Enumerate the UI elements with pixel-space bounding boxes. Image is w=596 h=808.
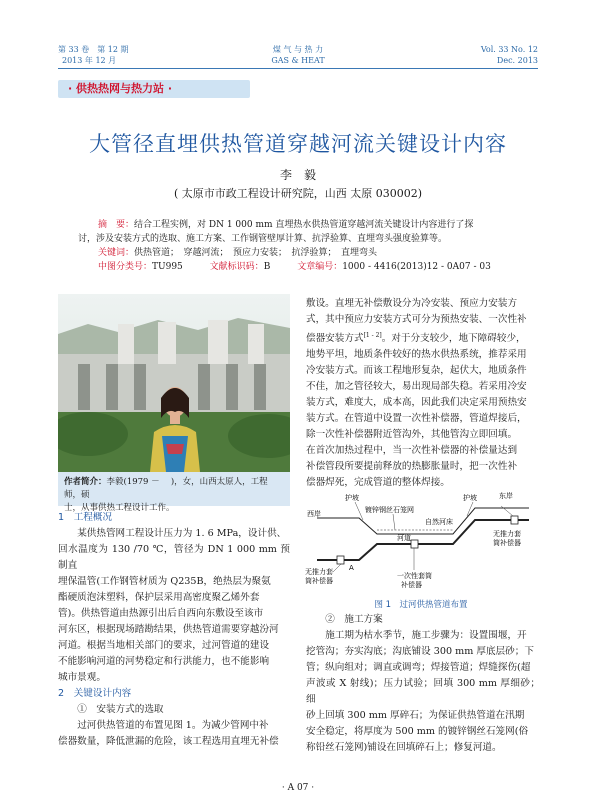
text-line: 地势平坦，地质条件较好的热水供热系统，推荐采用 xyxy=(306,349,527,361)
author-bio xyxy=(58,472,290,513)
subheading-install-method: ① 安装方式的选取 xyxy=(77,704,164,715)
text-line: 某供热管网工程设计压力为 1. 6 MPa，设计供、 xyxy=(77,528,287,539)
text-line: 城市景观。 xyxy=(58,672,106,683)
article-no-label: 文章编号： xyxy=(297,262,343,272)
text-line: 偿器安装方式[1 - 2]。对于分支较少，地下障碍较少， xyxy=(306,332,526,345)
author-photo xyxy=(58,294,290,472)
journal-issue-en: Vol. 33 No. 12 Dec. 2013 xyxy=(480,45,538,65)
label-river: 河道 xyxy=(397,534,411,542)
article-title: 大管径直埋供热管道穿越河流关键设计内容 xyxy=(89,132,507,156)
label-point-a: A xyxy=(349,564,354,572)
text-line: 管)。供热管道由热源引出后自西向东敷设至该市 xyxy=(58,608,264,619)
article-no-value: 1000 - 4416(2013)12 - 0A07 - 03 xyxy=(342,262,491,272)
section-tag: · 供热热网与热力站 · xyxy=(58,80,250,98)
text-line: 管；纵向组对；调直或调弯；焊接管道；焊缝探伤(超 xyxy=(306,662,531,673)
text-line: 偿器焊死，完成管道的整体焊接。 xyxy=(306,477,450,489)
abstract-label: 摘 要： xyxy=(98,220,135,230)
label-slope-right: 护坡 xyxy=(463,494,477,502)
right-column-top xyxy=(306,296,540,491)
subheading-construction: ② 施工方案 xyxy=(325,614,383,625)
journal-name: 煤 气 与 热 力 GAS & HEAT xyxy=(271,45,325,65)
text-line: 酯硬质泡沫塑料，保护层采用高密度聚乙烯外套 xyxy=(58,592,260,603)
label-west-bank: 西岸 xyxy=(307,510,321,518)
author: 李 毅 xyxy=(279,168,316,182)
abstract-text-2: 讨，涉及安装方式的选取、施工方案、工作钢管壁厚计算、抗浮验算、直埋弯头强度验算等。 xyxy=(78,234,448,244)
text-line: 埋保温管(工作钢管材质为 Q235B，绝热层为聚氨 xyxy=(58,576,271,587)
right-column-bottom xyxy=(306,612,540,756)
text-line: 在首次加热过程中，当一次性补偿器的补偿量达到 xyxy=(306,445,518,457)
abstract-text-1: 结合工程实例，对 DN 1 000 mm 直埋热水供热管道穿越河流关键设计内容进行了探 xyxy=(134,220,474,230)
text-line: 声波或 X 射线)；压力试验；回填 300 mm 厚细砂；细 xyxy=(306,678,540,705)
label-slope-left: 护坡 xyxy=(345,494,359,502)
figure-1-diagram xyxy=(303,486,539,594)
doc-value: B xyxy=(263,262,271,272)
compensator-once xyxy=(411,540,418,548)
author-bio-label: 作者简介： xyxy=(64,477,107,487)
text-line: 不佳，加之管径较大，易出现局部失稳。若采用冷安 xyxy=(306,381,527,393)
label-comp-left-2: 筒补偿器 xyxy=(305,577,333,585)
compensator-right xyxy=(511,516,518,524)
keywords: 供热管道； 穿越河流； 预应力安装； 抗浮验算； 直埋弯头 xyxy=(134,248,378,258)
text-line: 偿器数量，降低泄漏的危险，该工程选用直埋无补偿 xyxy=(58,736,279,747)
label-comp-right-2: 筒补偿器 xyxy=(493,539,521,547)
text-line: 称铅丝石笼网)铺设在回填碎石上；修复河道。 xyxy=(306,742,502,753)
reference-mark: [1 - 2] xyxy=(363,332,382,339)
text-line: 冷安装方式。而该工程地形复杂，起伏大，地质条件 xyxy=(306,365,527,377)
header-rule xyxy=(58,68,538,69)
text-line: 回水温度为 130 /70 ℃，管径为 DN 1 000 mm 预制直 xyxy=(58,544,290,571)
text-line: 河东区，根据现场踏勘结果，供热管道需要穿越汾河 xyxy=(58,624,279,635)
doc-label: 文献标识码： xyxy=(209,262,264,272)
label-comp-left-1: 无推力套 xyxy=(305,568,333,576)
text-line: 式，其中预应力安装方式可分为预热安装、一次性补 xyxy=(306,314,527,325)
label-once-comp-2: 补偿器 xyxy=(401,581,422,589)
left-column xyxy=(58,510,290,750)
journal-volume: 第 33 卷 第 12 期 2013 年 12 月 xyxy=(58,45,129,65)
text-line: 河道。根据当地相关部门的要求，过河管道的建设 xyxy=(58,640,270,651)
text-line: 安全稳定，将厚度为 500 mm 的镀锌钢丝石笼网(俗 xyxy=(306,726,529,737)
text-line: 不能影响河道的河势稳定和行洪能力，也不能影响 xyxy=(58,656,270,667)
label-gabion: 镀锌钢丝石笼网 xyxy=(365,506,414,514)
author-bio-line2: 士，从事供热工程设计工作。 xyxy=(64,503,175,513)
keywords-label: 关键词： xyxy=(98,248,135,258)
text-line: 施工期为枯水季节，施工步骤为：设置围堰，开 xyxy=(325,630,527,641)
text-line: 装方式，难度大，成本高，因此我们决定采用预热安 xyxy=(306,397,527,409)
label-comp-right-1: 无推力套 xyxy=(493,530,521,538)
cls-label: 中图分类号： xyxy=(98,262,153,272)
text-line: 挖管沟；夯实沟底；沟底铺设 300 mm 厚底层砂；下 xyxy=(306,646,534,657)
figure-1-caption: 图 1 过河供热管道布置 xyxy=(374,600,468,610)
affiliation: ( 太原市市政工程设计研究院，山西 太原 030002) xyxy=(173,187,423,200)
abstract xyxy=(78,218,538,274)
text-line: 装方式。在管道中设置一次性补偿器，管道焊接后， xyxy=(306,413,527,425)
text-line: 过河供热管道的布置见图 1。为减少管网中补 xyxy=(77,720,269,731)
heading-key-design: 2 关键设计内容 xyxy=(58,688,132,699)
text-line: 敷设。直埋无补偿敷设分为冷安装、预应力安装方 xyxy=(306,298,518,309)
label-natural-bed: 自然河床 xyxy=(425,518,453,526)
page-number: · A 07 · xyxy=(281,783,315,793)
text-line: 砂上回填 300 mm 厚碎石；为保证供热管道在汛期 xyxy=(306,710,525,721)
heading-project-overview: 1 工程概况 xyxy=(58,512,113,523)
author-bio-line1: 李毅(1979 － )，女，山西太原人，工程师，硕 xyxy=(64,477,268,500)
text-line: 补偿管段所要提前释放的热膨胀量时，把一次性补 xyxy=(306,461,518,473)
compensator-left xyxy=(337,556,344,564)
cls-value: TU995 xyxy=(152,262,183,272)
text-line: 除一次性补偿器附近管沟外，其他管沟立即回填。 xyxy=(306,429,518,441)
label-once-comp-1: 一次性套筒 xyxy=(397,572,432,580)
label-east-bank: 东岸 xyxy=(499,492,513,500)
